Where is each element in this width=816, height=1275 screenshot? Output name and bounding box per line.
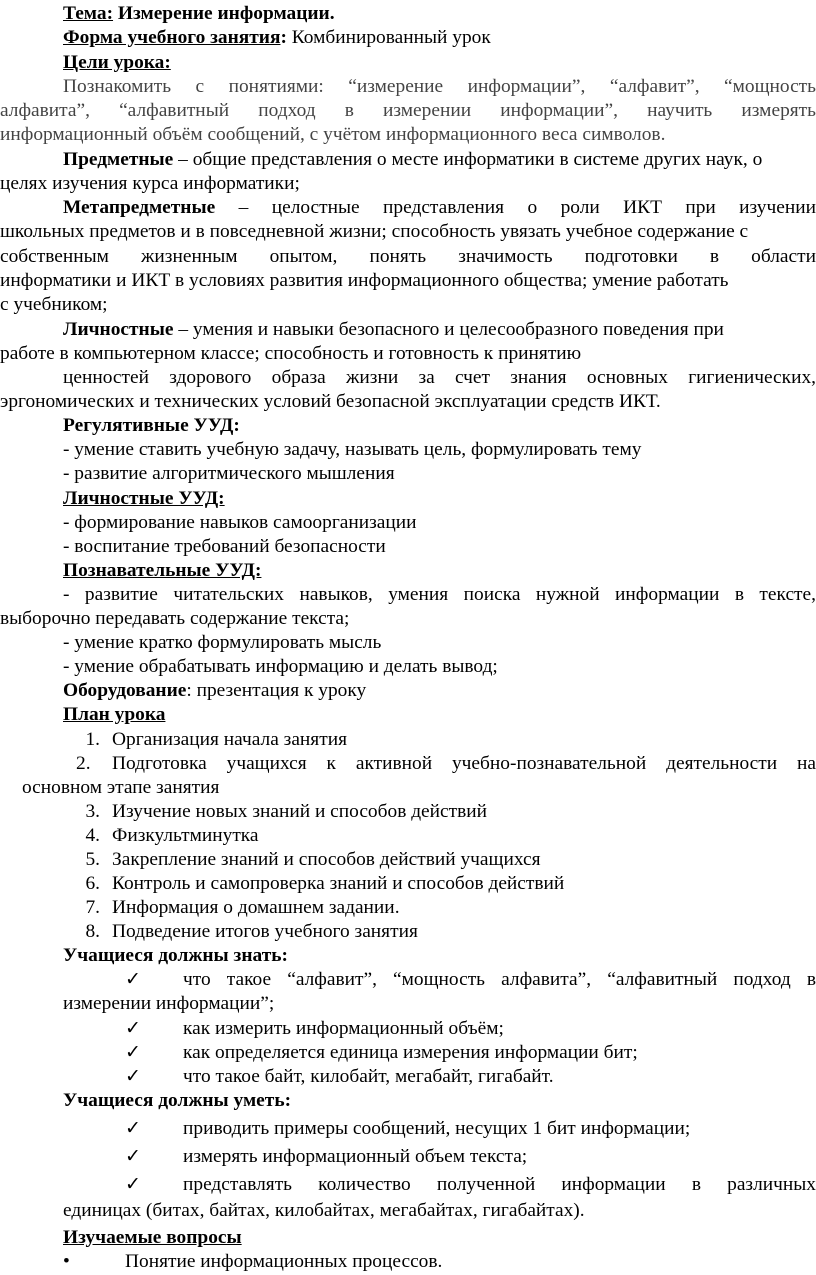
meta-line: информатики и ИКТ в условиях развития информационного общества; умение работать: [0, 270, 729, 291]
plan-item: [76, 872, 816, 896]
know-item: [125, 1017, 816, 1041]
plan-item-number: 2.: [76, 753, 91, 774]
know-item-text: что такое байт, килобайт, мегабайт, гигабайт.: [183, 1066, 554, 1087]
know-item: [125, 1041, 816, 1065]
form-sep: :: [280, 27, 287, 48]
regulative-heading: Регулятивные УУД:: [63, 415, 240, 436]
questions-item-text: Понятие информационных процессов.: [125, 1251, 443, 1272]
cognitive-line: - умение обрабатывать информацию и делать вывод;: [63, 656, 498, 677]
intro-line: информационный объём сообщений, с учётом информационного веса символов.: [0, 124, 666, 145]
plan-item-number: 8.: [85, 921, 100, 942]
form-line: [63, 26, 816, 50]
intro-line: алфавита”, “алфавитный подход в измерении информации”, научить измерять: [0, 100, 816, 121]
personal-line: работе в компьютерном классе; способность и готовность к принятию: [0, 343, 582, 364]
can-item-cont: единицах (битах, байтах, килобайтах, мегабайтах, гигабайтах).: [63, 1200, 585, 1221]
cognitive-line: - умение кратко формулировать мысль: [63, 632, 382, 653]
checkmark-icon: ✓: [125, 1118, 141, 1139]
subject-line: целях изучения курса информатики;: [0, 173, 300, 194]
plan-item-number: 1.: [85, 729, 100, 750]
know-item: [125, 968, 816, 992]
can-item: [125, 1145, 816, 1169]
regulative-item: - развитие алгоритмического мышления: [63, 463, 395, 484]
topic-line: [63, 2, 816, 26]
checkmark-icon: ✓: [125, 1066, 141, 1087]
know-item-text: как определяется единица измерения информации бит;: [183, 1042, 638, 1063]
can-item-text: представлять количество полученной информации в различных: [183, 1174, 816, 1195]
can-item-text: приводить примеры сообщений, несущих 1 бит информации;: [183, 1118, 691, 1139]
plan-item: [76, 824, 816, 848]
plan-item: [76, 728, 816, 752]
questions-item: [63, 1250, 816, 1274]
can-item: [125, 1173, 816, 1197]
know-item: [125, 1065, 816, 1089]
know-heading: Учащиеся должны знать:: [63, 945, 288, 966]
subject-text: – общие представления о месте информатики в системе других наук, о: [173, 149, 763, 170]
personal-uud-heading: Личностные УУД:: [63, 488, 225, 509]
checkmark-icon: ✓: [125, 969, 141, 990]
plan-item: [76, 800, 816, 824]
can-item-text: измерять информационный объем текста;: [183, 1146, 528, 1167]
checkmark-icon: ✓: [125, 1174, 141, 1195]
meta-first-line: [63, 196, 816, 220]
subject-first-line: [63, 148, 816, 172]
plan-item-text: Информация о домашнем задании.: [112, 897, 400, 918]
equipment-line: [63, 679, 816, 703]
plan-item: [76, 920, 816, 944]
plan-item-text: Физкультминутка: [112, 825, 259, 846]
plan-heading: План урока: [63, 704, 166, 725]
plan-item: [76, 848, 816, 872]
plan-item-text: Контроль и самопроверка знаний и способов действий: [112, 873, 565, 894]
personal-label: Личностные: [63, 319, 174, 340]
checkmark-icon: ✓: [125, 1042, 141, 1063]
meta-line: собственным жизненным опытом, понять значимость подготовки в области: [0, 246, 816, 267]
personal-first-line: [63, 318, 816, 342]
meta-line: с учебником;: [0, 294, 108, 315]
plan-item-number: 7.: [85, 897, 100, 918]
plan-item-number: 4.: [85, 825, 100, 846]
personal-uud-item: - воспитание требований безопасности: [63, 536, 386, 557]
personal-line: эргономических и технических условий безопасной эксплуатации средств ИКТ.: [0, 391, 661, 412]
equipment-label: Оборудование: [63, 680, 187, 701]
topic-label: Тема:: [63, 3, 114, 24]
plan-item-number: 5.: [85, 849, 100, 870]
can-item: [125, 1117, 816, 1141]
plan-item-cont: основном этапе занятия: [22, 777, 220, 798]
meta-label: Метапредметные: [63, 197, 216, 218]
subject-label: Предметные: [63, 149, 174, 170]
know-item-text: как измерить информационный объём;: [183, 1018, 504, 1039]
plan-item-text: Закрепление знаний и способов действий учащихся: [112, 849, 541, 870]
know-item-cont: измерении информации”;: [63, 993, 275, 1014]
form-label: Форма учебного занятия: [63, 27, 281, 48]
checkmark-icon: ✓: [125, 1018, 141, 1039]
meta-text: – целостные представления о роли ИКТ при изучении: [215, 197, 816, 218]
bullet-icon: •: [63, 1251, 70, 1272]
plan-item-text: Организация начала занятия: [112, 729, 347, 750]
goals-heading: Цели урока:: [63, 52, 171, 73]
can-heading: Учащиеся должны уметь:: [63, 1090, 292, 1111]
plan-item-number: 3.: [85, 801, 100, 822]
checkmark-icon: ✓: [125, 1146, 141, 1167]
equipment-value: : презентация к уроку: [186, 680, 367, 701]
personal-line: ценностей здорового образа жизни за счет знания основных гигиенических,: [63, 367, 816, 388]
plan-item-text: Подготовка учащихся к активной учебно-познавательной деятельности на: [112, 753, 816, 774]
know-item-text: что такое “алфавит”, “мощность алфавита”, “алфавитный подход в: [183, 969, 816, 990]
plan-item-text: Изучение новых знаний и способов действий: [112, 801, 488, 822]
personal-uud-item: - формирование навыков самоорганизации: [63, 512, 417, 533]
cognitive-line: - развитие читательских навыков, умения поиска нужной информации в тексте,: [63, 584, 816, 605]
plan-item-text: Подведение итогов учебного занятия: [112, 921, 418, 942]
intro-line: Познакомить с понятиями: “измерение информации”, “алфавит”, “мощность: [63, 76, 816, 97]
questions-heading: Изучаемые вопросы: [63, 1227, 242, 1248]
topic-value: Измерение информации.: [117, 3, 335, 24]
form-value: Комбинированный урок: [286, 27, 491, 48]
plan-item: [76, 896, 816, 920]
cognitive-heading: Познавательные УУД:: [63, 560, 262, 581]
cognitive-line: выборочно передавать содержание текста;: [0, 608, 350, 629]
meta-line: школьных предметов и в повседневной жизни; способность увязать учебное содержание с: [0, 221, 749, 242]
personal-text: – умения и навыки безопасного и целесообразного поведения при: [173, 319, 724, 340]
regulative-item: - умение ставить учебную задачу, называть цель, формулировать тему: [63, 439, 642, 460]
plan-item-number: 6.: [85, 873, 100, 894]
plan-item: [76, 752, 816, 776]
